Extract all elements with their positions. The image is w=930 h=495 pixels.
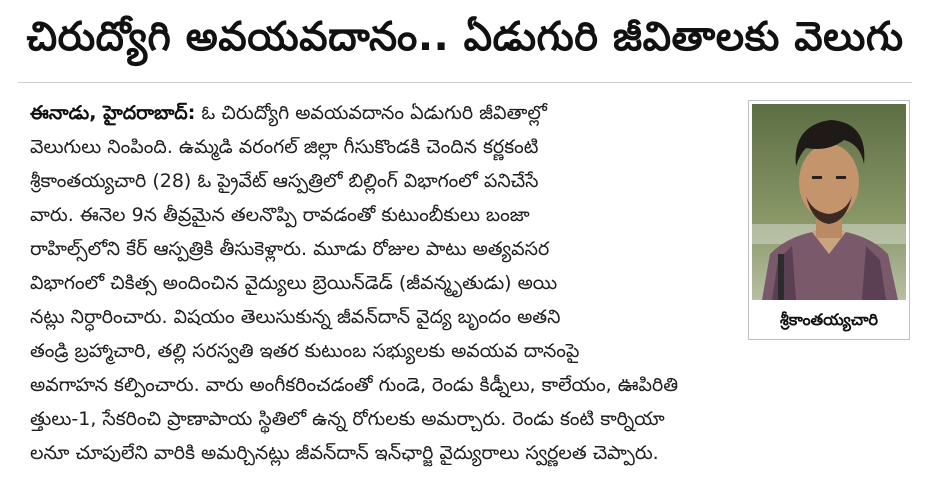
article-line: తండ్రి బ్రహ్మాచారి, తల్లి సరస్వతి ఇతర కుటుంబ సభ్యులకు అవయవ దానంపై xyxy=(30,340,580,362)
portrait-figure xyxy=(748,100,910,340)
article-line: లనూ చూపులేని వారికి అమర్చినట్లు జీవన్‌దాన్ ఇన్‌ఛార్జి వైద్యురాలు స్వర్ణలత చెప్పారు. xyxy=(30,442,659,464)
headline-divider xyxy=(18,82,912,83)
article-line: త్తులు-1, సేకరించి ప్రాణాపాయ స్థితిలో ఉన్న రోగులకు అమర్చారు. రెండు కంటి కార్నియా xyxy=(30,408,665,430)
article-line: వారు. ఈనెల 9న తీవ్రమైన తలనొప్పి రావడంతో కుటుంబీకులు బంజా xyxy=(30,204,530,226)
article-line: నట్లు నిర్ధారించారు. విషయం తెలుసుకున్న జీవన్‌దాన్ వైద్య బృందం అతని xyxy=(30,306,561,328)
article-line: అవగాహన కల్పించారు. వారు అంగీకరించడంతో గుండె, రెండు కిడ్నీలు, కాలేయం, ఊపిరితి xyxy=(30,374,679,396)
article-line xyxy=(30,96,730,130)
dateline: ఈనాడు, హైదరాబాద్: xyxy=(30,102,196,124)
article-line: వెలుగులు నింపింది. ఉమ్మడి వరంగల్ జిల్లా గీసుకొండకి చెందిన కర్ణకంటి xyxy=(30,136,539,158)
article-line: రాహిల్స్‌లోని కేర్ ఆస్పత్రికి తీసుకెళ్లారు. మూడు రోజుల పాటు అత్యవసర xyxy=(30,238,550,260)
headline: చిరుద్యోగి అవయవదానం.. ఏడుగురి జీవితాలకు వెలుగు xyxy=(26,14,904,60)
article-line-text: ఓ చిరుద్యోగి అవయవదానం ఏడుగురి జీవితాల్లో xyxy=(201,102,547,124)
portrait-photo xyxy=(752,104,906,300)
portrait-illustration xyxy=(752,104,906,300)
article-line: విభాగంలో చికిత్స అందించిన వైద్యులు బ్రెయిన్‌డెడ్ (జీవన్మృతుడు) అయి xyxy=(30,272,558,294)
article-line: శ్రీకాంతయ్యచారి (28) ఓ ప్రైవేట్ ఆస్పత్రిలో బిల్లింగ్ విభాగంలో పనిచేసే xyxy=(30,170,539,192)
portrait-caption: శ్రీకాంతయ్యచారి xyxy=(780,310,878,329)
